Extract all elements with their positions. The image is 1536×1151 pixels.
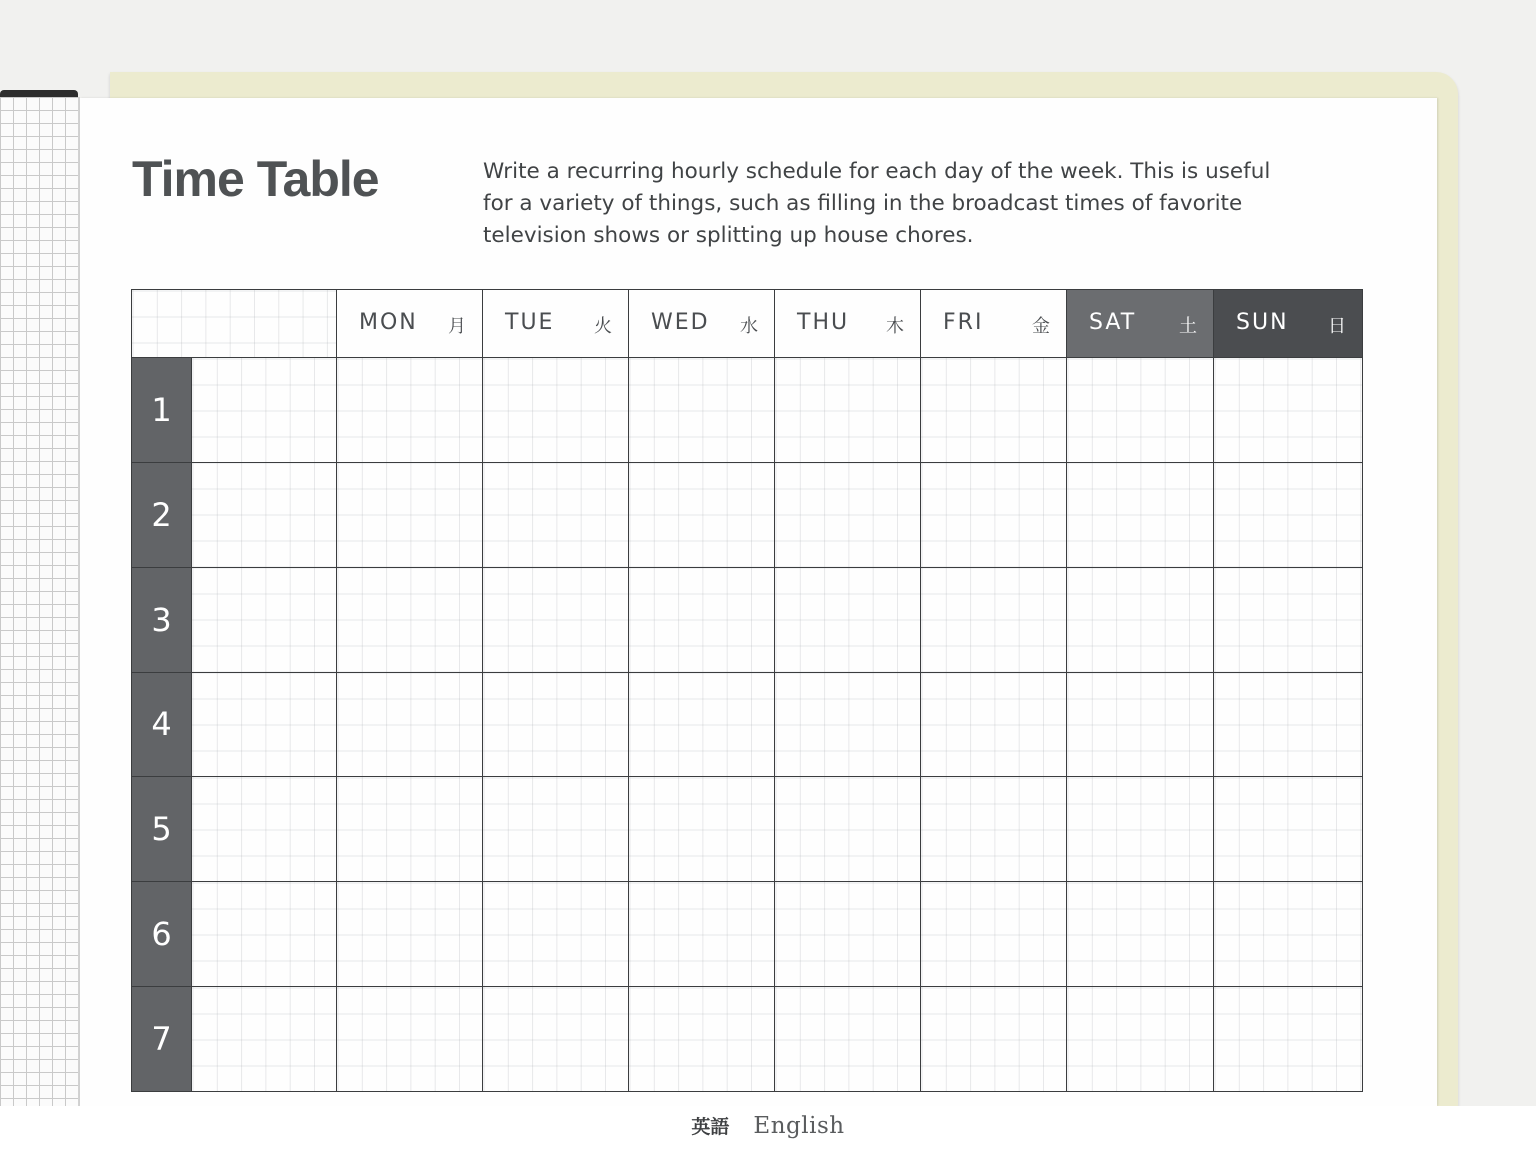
day-label: SUN bbox=[1236, 310, 1289, 335]
schedule-cell-fri[interactable] bbox=[921, 882, 1067, 987]
schedule-cell-fri[interactable] bbox=[921, 462, 1067, 567]
schedule-cell-sun[interactable] bbox=[1214, 462, 1363, 567]
schedule-cell-wed[interactable] bbox=[629, 882, 775, 987]
row-label-cell[interactable] bbox=[192, 462, 337, 567]
day-label: WED bbox=[651, 310, 710, 335]
schedule-cell-thu[interactable] bbox=[775, 672, 921, 777]
table-row bbox=[132, 567, 1363, 672]
row-number: 4 bbox=[132, 672, 192, 777]
day-label: FRI bbox=[943, 310, 984, 335]
table-row bbox=[132, 672, 1363, 777]
schedule-cell-thu[interactable] bbox=[775, 987, 921, 1092]
schedule-cell-sun[interactable] bbox=[1214, 567, 1363, 672]
page-caption bbox=[0, 1112, 1536, 1139]
timetable-grid bbox=[131, 289, 1363, 1092]
schedule-cell-fri[interactable] bbox=[921, 777, 1067, 882]
day-header-fri bbox=[921, 290, 1067, 358]
timetable-body bbox=[132, 358, 1363, 1092]
schedule-cell-fri[interactable] bbox=[921, 987, 1067, 1092]
row-number: 1 bbox=[132, 358, 192, 463]
row-label-cell[interactable] bbox=[192, 987, 337, 1092]
schedule-cell-mon[interactable] bbox=[337, 358, 483, 463]
row-number: 7 bbox=[132, 987, 192, 1092]
description-line: television shows or splitting up house chores. bbox=[483, 223, 974, 248]
day-label: TUE bbox=[505, 310, 555, 335]
day-header-thu bbox=[775, 290, 921, 358]
schedule-cell-thu[interactable] bbox=[775, 882, 921, 987]
day-kanji: 土 bbox=[1179, 316, 1197, 337]
day-header-sat bbox=[1067, 290, 1214, 358]
schedule-cell-tue[interactable] bbox=[483, 567, 629, 672]
schedule-cell-fri[interactable] bbox=[921, 358, 1067, 463]
table-row bbox=[132, 882, 1363, 987]
schedule-cell-mon[interactable] bbox=[337, 672, 483, 777]
schedule-cell-wed[interactable] bbox=[629, 567, 775, 672]
day-kanji: 日 bbox=[1328, 316, 1346, 337]
schedule-cell-mon[interactable] bbox=[337, 987, 483, 1092]
schedule-cell-thu[interactable] bbox=[775, 777, 921, 882]
schedule-cell-thu[interactable] bbox=[775, 567, 921, 672]
schedule-cell-wed[interactable] bbox=[629, 777, 775, 882]
left-page-grid bbox=[0, 97, 80, 1107]
schedule-cell-tue[interactable] bbox=[483, 672, 629, 777]
caption-english: English bbox=[753, 1113, 845, 1139]
schedule-cell-wed[interactable] bbox=[629, 462, 775, 567]
header-corner bbox=[132, 290, 337, 358]
schedule-cell-thu[interactable] bbox=[775, 358, 921, 463]
day-kanji: 火 bbox=[594, 316, 612, 337]
day-label: MON bbox=[359, 310, 418, 335]
description-line: Write a recurring hourly schedule for each day of the week. This is useful bbox=[483, 159, 1271, 184]
day-kanji: 金 bbox=[1032, 316, 1050, 337]
timetable bbox=[131, 289, 1362, 1091]
schedule-cell-wed[interactable] bbox=[629, 987, 775, 1092]
schedule-cell-sun[interactable] bbox=[1214, 882, 1363, 987]
schedule-cell-sun[interactable] bbox=[1214, 987, 1363, 1092]
schedule-cell-mon[interactable] bbox=[337, 462, 483, 567]
table-row bbox=[132, 777, 1363, 882]
day-kanji: 木 bbox=[886, 316, 904, 337]
row-number: 6 bbox=[132, 882, 192, 987]
day-kanji: 水 bbox=[740, 316, 758, 337]
schedule-cell-sun[interactable] bbox=[1214, 672, 1363, 777]
schedule-cell-tue[interactable] bbox=[483, 777, 629, 882]
schedule-cell-tue[interactable] bbox=[483, 987, 629, 1092]
page-title: Time Table bbox=[132, 151, 379, 207]
schedule-cell-fri[interactable] bbox=[921, 567, 1067, 672]
row-number: 3 bbox=[132, 567, 192, 672]
day-kanji: 月 bbox=[448, 316, 466, 337]
schedule-cell-sat[interactable] bbox=[1067, 567, 1214, 672]
row-number: 5 bbox=[132, 777, 192, 882]
schedule-cell-sat[interactable] bbox=[1067, 358, 1214, 463]
table-row bbox=[132, 462, 1363, 567]
table-row bbox=[132, 987, 1363, 1092]
row-label-cell[interactable] bbox=[192, 567, 337, 672]
schedule-cell-sat[interactable] bbox=[1067, 462, 1214, 567]
schedule-cell-tue[interactable] bbox=[483, 358, 629, 463]
schedule-cell-tue[interactable] bbox=[483, 882, 629, 987]
schedule-cell-tue[interactable] bbox=[483, 462, 629, 567]
day-label: SAT bbox=[1089, 310, 1137, 335]
schedule-cell-thu[interactable] bbox=[775, 462, 921, 567]
header-row bbox=[132, 290, 1363, 358]
schedule-cell-wed[interactable] bbox=[629, 672, 775, 777]
row-label-cell[interactable] bbox=[192, 358, 337, 463]
description-line: for a variety of things, such as filling in the broadcast times of favorite bbox=[483, 191, 1243, 216]
table-row bbox=[132, 358, 1363, 463]
schedule-cell-sat[interactable] bbox=[1067, 987, 1214, 1092]
row-label-cell[interactable] bbox=[192, 777, 337, 882]
day-header-tue bbox=[483, 290, 629, 358]
schedule-cell-sat[interactable] bbox=[1067, 672, 1214, 777]
schedule-cell-sat[interactable] bbox=[1067, 777, 1214, 882]
schedule-cell-sun[interactable] bbox=[1214, 777, 1363, 882]
schedule-cell-mon[interactable] bbox=[337, 882, 483, 987]
day-header-wed bbox=[629, 290, 775, 358]
day-header-mon bbox=[337, 290, 483, 358]
row-label-cell[interactable] bbox=[192, 882, 337, 987]
schedule-cell-sat[interactable] bbox=[1067, 882, 1214, 987]
schedule-cell-wed[interactable] bbox=[629, 358, 775, 463]
row-number: 2 bbox=[132, 462, 192, 567]
page-description bbox=[483, 156, 1313, 252]
caption-japanese: 英語 bbox=[691, 1116, 730, 1138]
schedule-cell-mon[interactable] bbox=[337, 777, 483, 882]
schedule-cell-sun[interactable] bbox=[1214, 358, 1363, 463]
schedule-cell-fri[interactable] bbox=[921, 672, 1067, 777]
row-label-cell[interactable] bbox=[192, 672, 337, 777]
schedule-cell-mon[interactable] bbox=[337, 567, 483, 672]
day-label: THU bbox=[797, 310, 850, 335]
day-header-sun bbox=[1214, 290, 1363, 358]
